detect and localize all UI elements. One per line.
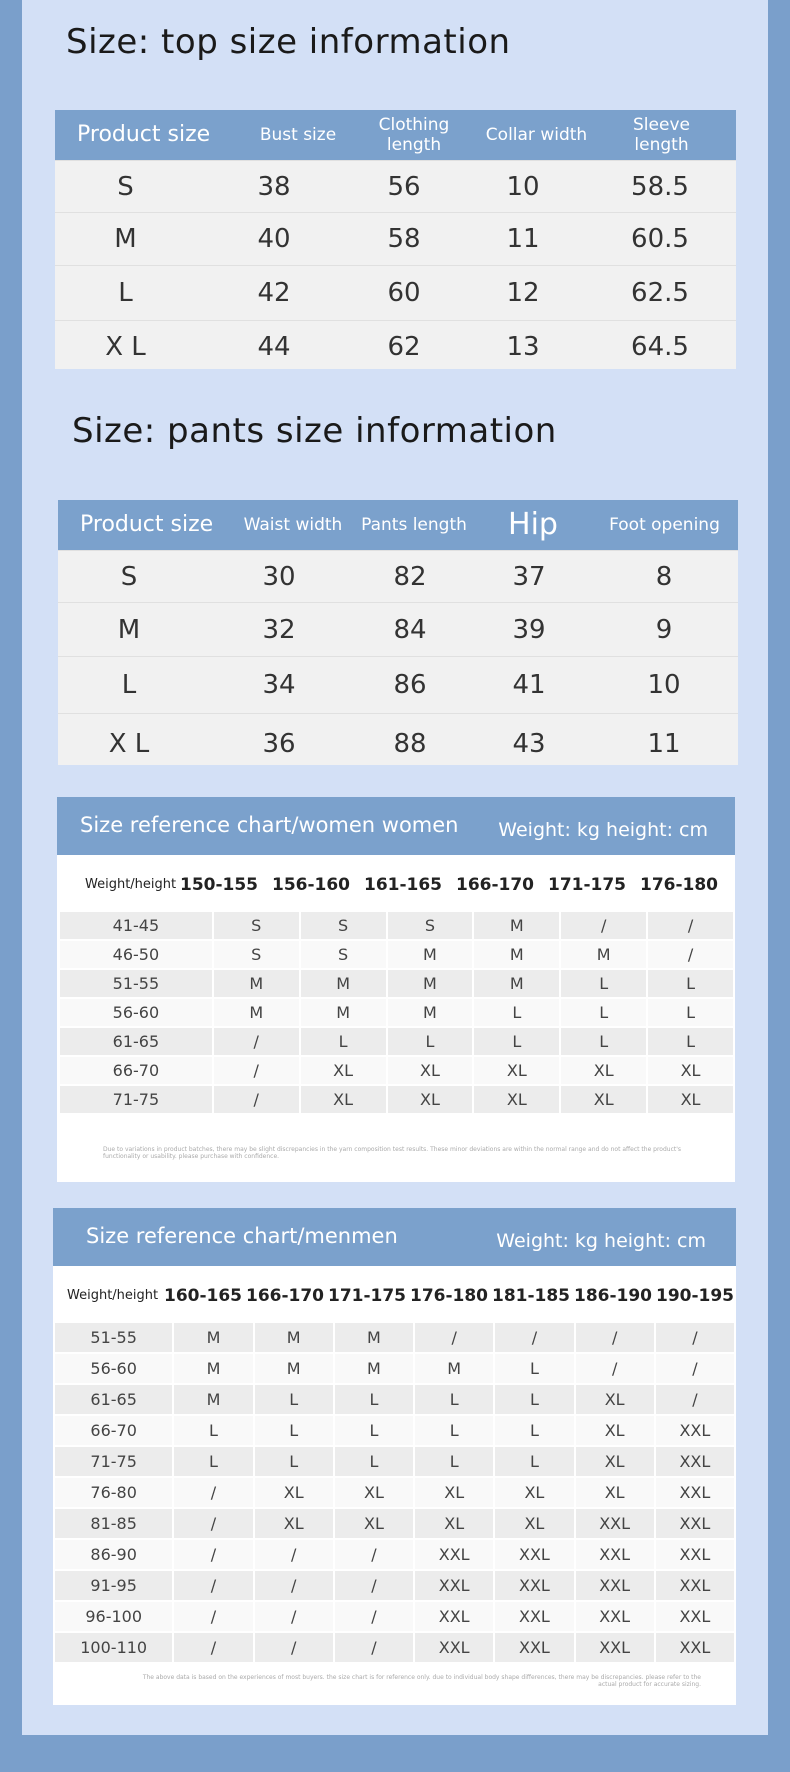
size-cell: L: [255, 1447, 335, 1476]
table-row: [60, 941, 735, 968]
table-cell: X L: [105, 332, 146, 362]
table-row: [55, 1385, 736, 1414]
size-cell: /: [255, 1571, 335, 1600]
table-cell: 41: [512, 670, 546, 700]
table-row: [60, 1028, 735, 1055]
size-cell: XL: [335, 1509, 415, 1538]
size-cell: M: [415, 1354, 495, 1383]
size-cell: M: [335, 1354, 415, 1383]
size-cell: XL: [561, 1086, 648, 1113]
table-row: [55, 212, 736, 265]
size-cell: M: [174, 1385, 254, 1414]
size-cell: /: [174, 1540, 254, 1569]
table-cell: 30: [262, 561, 296, 592]
men-chart-unit: Weight: kg height: cm: [496, 1230, 706, 1252]
table-cell: 56: [387, 171, 421, 202]
table-cell: 88: [393, 728, 427, 759]
size-cell: /: [174, 1633, 254, 1662]
men-note-line-2: actual product for accurate sizing.: [598, 1681, 701, 1688]
height-range-label: 161-165: [363, 874, 443, 895]
table-cell: 60.5: [631, 224, 689, 254]
table-cell: 9: [655, 614, 673, 645]
size-cell: XL: [388, 1057, 475, 1084]
size-cell: XXL: [656, 1447, 736, 1476]
size-cell: XL: [388, 1086, 475, 1113]
weight-range-cell: 41-45: [60, 912, 214, 939]
table-row: [60, 1057, 735, 1084]
header-foot-opening: Foot opening: [609, 515, 720, 535]
table-row: [55, 1509, 736, 1538]
size-cell: M: [174, 1323, 254, 1352]
table-row: [55, 1633, 736, 1662]
height-range-label: 176-180: [409, 1285, 489, 1306]
size-cell: XL: [576, 1416, 656, 1445]
size-cell: XXL: [495, 1602, 575, 1631]
size-cell: /: [214, 1086, 301, 1113]
table-cell: 43: [512, 728, 546, 759]
size-cell: L: [335, 1416, 415, 1445]
size-cell: L: [495, 1447, 575, 1476]
table-row: [55, 1571, 736, 1600]
height-range-label: 186-190: [573, 1285, 653, 1306]
top-table-header: [55, 110, 736, 160]
size-cell: XL: [576, 1478, 656, 1507]
size-cell: XL: [415, 1478, 495, 1507]
size-cell: L: [415, 1416, 495, 1445]
size-cell: M: [301, 999, 388, 1026]
size-cell: /: [648, 941, 735, 968]
size-cell: XL: [648, 1057, 735, 1084]
table-cell: 64.5: [631, 332, 689, 362]
table-cell: 11: [647, 728, 681, 759]
table-cell: 86: [393, 670, 427, 700]
table-cell: 34: [262, 670, 296, 700]
size-cell: XL: [335, 1478, 415, 1507]
table-row: [60, 999, 735, 1026]
table-row: [55, 1354, 736, 1383]
size-cell: XL: [495, 1509, 575, 1538]
weight-range-cell: 81-85: [55, 1509, 174, 1538]
size-cell: XL: [415, 1509, 495, 1538]
table-cell: 44: [257, 332, 291, 362]
table-cell: 12: [506, 278, 540, 308]
height-range-label: 171-175: [547, 874, 627, 895]
table-row: [60, 970, 735, 997]
size-cell: /: [656, 1385, 736, 1414]
size-cell: XL: [495, 1478, 575, 1507]
men-corner-label: Weight/height: [67, 1288, 159, 1303]
table-row: [55, 160, 736, 212]
size-cell: M: [388, 999, 475, 1026]
size-cell: XXL: [656, 1540, 736, 1569]
women-chart-unit: Weight: kg height: cm: [498, 819, 708, 841]
size-cell: /: [561, 912, 648, 939]
size-cell: L: [174, 1416, 254, 1445]
size-chart-page: [22, 0, 768, 1735]
women-height-header-row: [59, 855, 735, 912]
weight-range-cell: 51-55: [55, 1323, 174, 1352]
size-cell: L: [255, 1385, 335, 1414]
table-cell: 10: [506, 171, 540, 202]
size-cell: XL: [474, 1086, 561, 1113]
size-cell: /: [495, 1323, 575, 1352]
size-cell: L: [388, 1028, 475, 1055]
height-range-label: 166-170: [245, 1285, 325, 1306]
table-cell: 82: [393, 561, 427, 592]
size-cell: XL: [576, 1447, 656, 1476]
header-waist-width: Waist width: [243, 515, 343, 535]
table-row: [55, 1602, 736, 1631]
size-cell: /: [576, 1354, 656, 1383]
table-cell: 60: [387, 278, 421, 308]
size-cell: M: [474, 970, 561, 997]
height-range-label: 181-185: [491, 1285, 571, 1306]
size-cell: M: [388, 941, 475, 968]
men-height-header-row: [53, 1266, 736, 1323]
table-cell: 39: [512, 614, 546, 645]
size-cell: L: [495, 1416, 575, 1445]
table-cell: 62.5: [631, 278, 689, 308]
table-cell: L: [121, 670, 137, 700]
table-row: [55, 1416, 736, 1445]
women-chart-note: Due to variations in product batches, there may be slight discrepancies in the yarn composition test results. These minor deviations are within the normal range and do not affect the product's functionality or usability. please purchase with confidence.: [103, 1146, 682, 1160]
size-cell: M: [561, 941, 648, 968]
table-row: [58, 550, 738, 602]
weight-range-cell: 96-100: [55, 1602, 174, 1631]
size-cell: /: [415, 1323, 495, 1352]
size-cell: /: [255, 1633, 335, 1662]
pants-size-table: [58, 500, 738, 765]
size-cell: /: [335, 1540, 415, 1569]
table-cell: 62: [387, 332, 421, 362]
size-cell: /: [576, 1323, 656, 1352]
women-reference-chart: [57, 797, 735, 1182]
table-cell: S: [120, 561, 138, 592]
top-size-title: Size: top size information: [66, 22, 511, 62]
height-range-label: 171-175: [327, 1285, 407, 1306]
header-product-size: Product size: [77, 122, 211, 147]
size-cell: XL: [255, 1478, 335, 1507]
size-cell: /: [255, 1602, 335, 1631]
table-cell: 58: [387, 224, 421, 254]
size-cell: /: [648, 912, 735, 939]
table-cell: 58.5: [631, 171, 689, 202]
height-range-label: 176-180: [639, 874, 719, 895]
size-cell: M: [214, 999, 301, 1026]
size-cell: XXL: [576, 1540, 656, 1569]
header-product-size: Product size: [80, 512, 214, 537]
table-cell: 8: [655, 561, 673, 592]
size-cell: XXL: [656, 1509, 736, 1538]
header-sleeve-length: Sleeve length: [633, 115, 690, 155]
size-cell: L: [648, 1028, 735, 1055]
table-cell: 40: [257, 224, 291, 254]
table-cell: X L: [108, 728, 150, 759]
size-cell: /: [335, 1602, 415, 1631]
table-row: [58, 656, 738, 713]
table-row: [58, 713, 738, 773]
size-cell: XL: [474, 1057, 561, 1084]
size-cell: XXL: [656, 1633, 736, 1662]
size-cell: S: [301, 941, 388, 968]
size-cell: M: [255, 1354, 335, 1383]
size-cell: XXL: [656, 1602, 736, 1631]
table-cell: 42: [257, 278, 291, 308]
weight-range-cell: 86-90: [55, 1540, 174, 1569]
weight-range-cell: 66-70: [60, 1057, 214, 1084]
table-cell: S: [117, 171, 134, 202]
men-note-line-1: The above data is based on the experiences of most buyers. the size chart is for reference only. due to individual body shape differences, there may be discrepancies. please refer to the: [142, 1674, 701, 1681]
women-corner-label: Weight/height: [85, 877, 177, 892]
table-cell: L: [118, 278, 133, 308]
size-cell: XXL: [415, 1571, 495, 1600]
weight-range-cell: 61-65: [55, 1385, 174, 1414]
size-cell: XL: [301, 1057, 388, 1084]
size-cell: L: [561, 1028, 648, 1055]
weight-range-cell: 91-95: [55, 1571, 174, 1600]
table-cell: M: [117, 614, 141, 645]
size-cell: XXL: [415, 1540, 495, 1569]
table-cell: 13: [506, 332, 540, 362]
size-cell: XXL: [495, 1571, 575, 1600]
size-cell: L: [174, 1447, 254, 1476]
size-cell: M: [388, 970, 475, 997]
size-cell: XXL: [576, 1602, 656, 1631]
size-cell: M: [335, 1323, 415, 1352]
size-cell: /: [174, 1602, 254, 1631]
table-cell: M: [114, 224, 137, 254]
women-chart-title: Size reference chart/women women: [80, 813, 459, 837]
weight-range-cell: 61-65: [60, 1028, 214, 1055]
size-cell: XL: [576, 1385, 656, 1414]
size-cell: XXL: [656, 1571, 736, 1600]
men-chart-note: [81, 1674, 701, 1688]
size-cell: S: [214, 941, 301, 968]
men-chart-header: [53, 1208, 736, 1266]
size-cell: S: [388, 912, 475, 939]
table-cell: 10: [647, 670, 681, 700]
table-row: [55, 265, 736, 320]
men-reference-chart: [53, 1208, 736, 1705]
size-cell: XL: [255, 1509, 335, 1538]
size-cell: /: [174, 1571, 254, 1600]
size-cell: XL: [301, 1086, 388, 1113]
weight-range-cell: 76-80: [55, 1478, 174, 1507]
size-cell: /: [656, 1354, 736, 1383]
table-row: [60, 1086, 735, 1113]
size-cell: S: [214, 912, 301, 939]
size-cell: L: [335, 1385, 415, 1414]
size-cell: L: [474, 1028, 561, 1055]
size-cell: /: [214, 1028, 301, 1055]
size-cell: L: [474, 999, 561, 1026]
weight-range-cell: 56-60: [60, 999, 214, 1026]
weight-range-cell: 100-110: [55, 1633, 174, 1662]
size-cell: L: [561, 999, 648, 1026]
table-row: [55, 320, 736, 373]
size-cell: M: [174, 1354, 254, 1383]
size-cell: M: [301, 970, 388, 997]
size-cell: XXL: [576, 1571, 656, 1600]
table-cell: 36: [262, 728, 296, 759]
size-cell: M: [474, 941, 561, 968]
table-row: [55, 1323, 736, 1352]
size-cell: XXL: [656, 1416, 736, 1445]
top-size-table: [55, 110, 736, 369]
table-row: [60, 912, 735, 939]
header-collar-width: Collar width: [485, 125, 588, 145]
weight-range-cell: 56-60: [55, 1354, 174, 1383]
pants-size-title: Size: pants size information: [72, 411, 557, 451]
size-cell: L: [415, 1385, 495, 1414]
size-cell: M: [474, 912, 561, 939]
size-cell: XXL: [576, 1633, 656, 1662]
size-cell: XL: [561, 1057, 648, 1084]
weight-range-cell: 51-55: [60, 970, 214, 997]
weight-range-cell: 66-70: [55, 1416, 174, 1445]
size-cell: L: [415, 1447, 495, 1476]
table-row: [55, 1447, 736, 1476]
pants-table-header: [58, 500, 738, 550]
weight-range-cell: 71-75: [55, 1447, 174, 1476]
height-range-label: 160-165: [163, 1285, 243, 1306]
height-range-label: 150-155: [179, 874, 259, 895]
size-cell: L: [335, 1447, 415, 1476]
table-cell: 38: [257, 171, 291, 202]
women-chart-header: [57, 797, 735, 855]
size-cell: L: [648, 999, 735, 1026]
table-cell: 37: [512, 561, 546, 592]
size-cell: /: [335, 1633, 415, 1662]
height-range-label: 166-170: [455, 874, 535, 895]
table-cell: 32: [262, 614, 296, 645]
size-cell: XXL: [495, 1633, 575, 1662]
table-cell: 11: [506, 224, 540, 254]
size-cell: /: [335, 1571, 415, 1600]
size-cell: XXL: [495, 1540, 575, 1569]
size-cell: XXL: [576, 1509, 656, 1538]
size-cell: L: [495, 1354, 575, 1383]
size-cell: /: [174, 1509, 254, 1538]
header-pants-length: Pants length: [361, 515, 467, 535]
size-cell: /: [214, 1057, 301, 1084]
height-range-label: 156-160: [271, 874, 351, 895]
size-cell: L: [648, 970, 735, 997]
table-cell: 84: [393, 614, 427, 645]
weight-range-cell: 46-50: [60, 941, 214, 968]
size-cell: /: [656, 1323, 736, 1352]
size-cell: L: [255, 1416, 335, 1445]
size-cell: L: [561, 970, 648, 997]
header-bust-size: Bust size: [259, 125, 337, 145]
table-row: [55, 1478, 736, 1507]
size-cell: XXL: [415, 1633, 495, 1662]
men-chart-title: Size reference chart/menmen: [86, 1224, 398, 1248]
size-cell: XXL: [415, 1602, 495, 1631]
size-cell: XXL: [656, 1478, 736, 1507]
size-cell: XL: [648, 1086, 735, 1113]
size-cell: M: [255, 1323, 335, 1352]
size-cell: L: [495, 1385, 575, 1414]
weight-range-cell: 71-75: [60, 1086, 214, 1113]
header-hip: Hip: [508, 507, 558, 542]
size-cell: M: [214, 970, 301, 997]
table-row: [55, 1540, 736, 1569]
size-cell: /: [174, 1478, 254, 1507]
header-clothing-length: Clothing length: [378, 115, 450, 155]
size-cell: S: [301, 912, 388, 939]
table-row: [58, 602, 738, 656]
height-range-label: 190-195: [655, 1285, 735, 1306]
size-cell: L: [301, 1028, 388, 1055]
size-cell: /: [255, 1540, 335, 1569]
